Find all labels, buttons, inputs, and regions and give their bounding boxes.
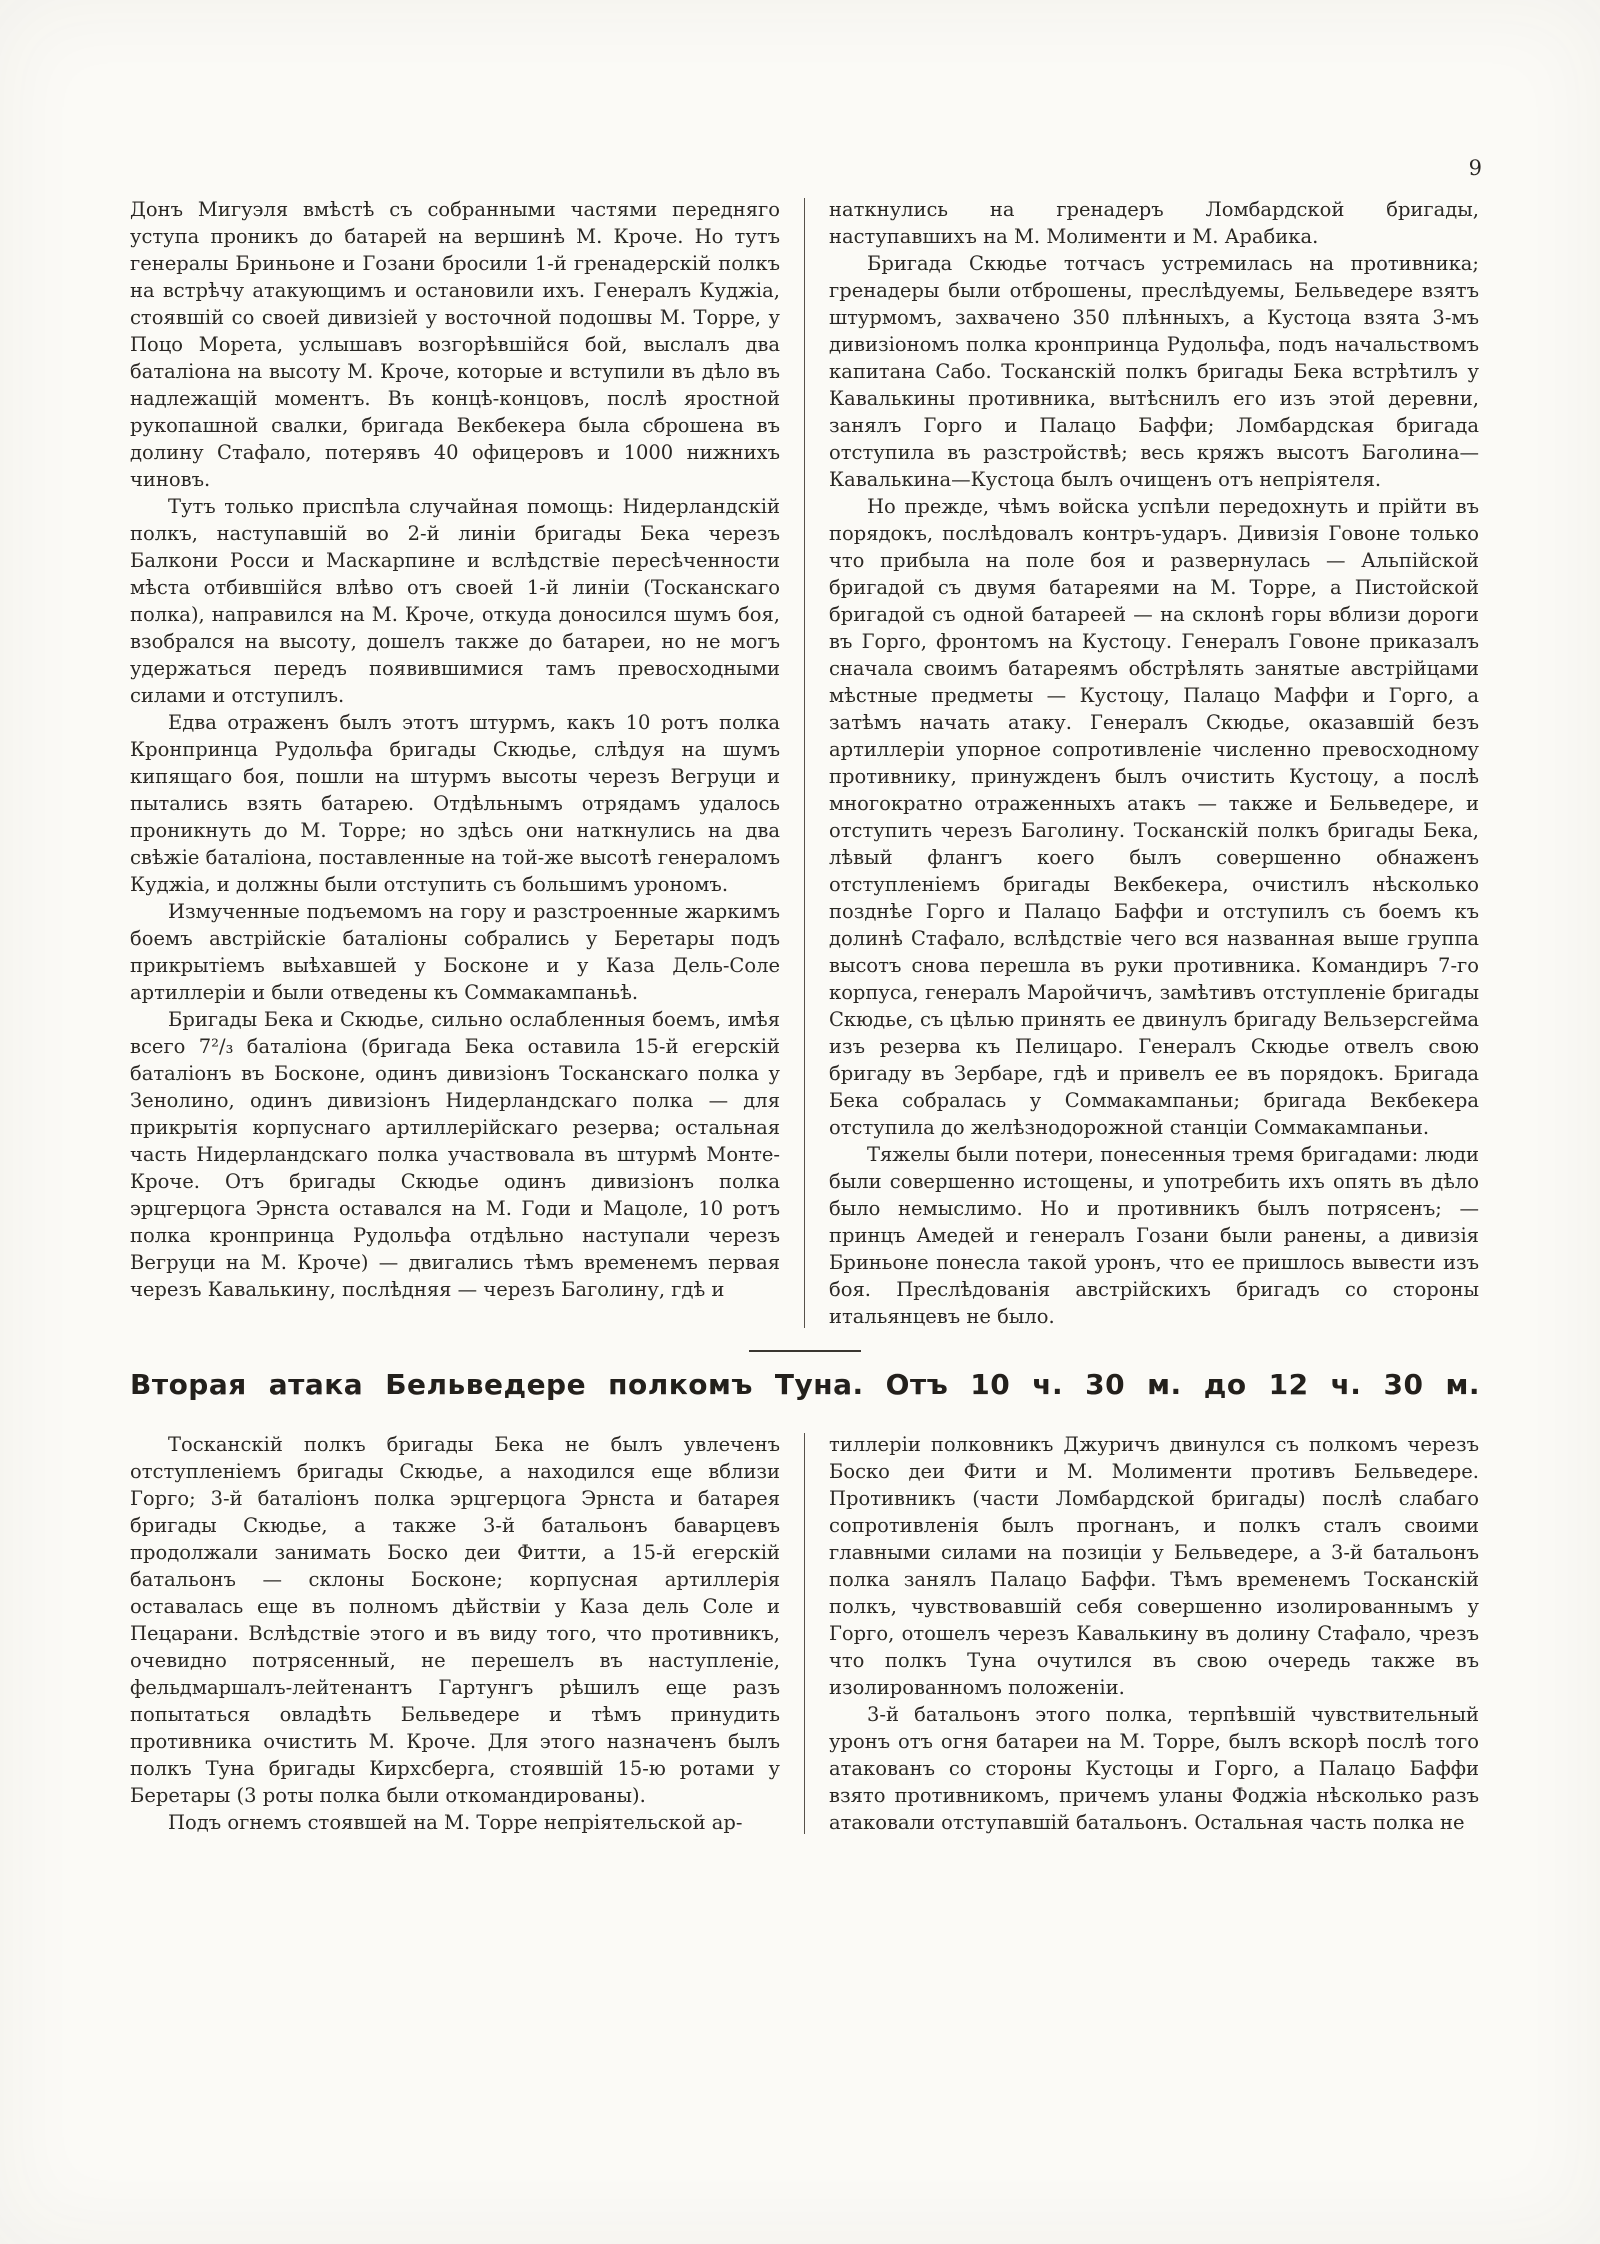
paragraph: Едва отраженъ былъ этотъ штурмъ, какъ 10 ротъ полка Кронпринца Рудольфа бригады Скюдье, слѣдуя на шумъ кипящаго боя, пошли на штурмъ высоты черезъ Вегруци и пытались взять батарею. Отдѣльнымъ отрядамъ удалось проникнуть до М. Торре; но здѣсь они наткнулись на два свѣжіе баталіона, поставленные на той-же высотѣ генераломъ Куджіа, и должны были отступить съ большимъ урономъ. [130, 711, 780, 896]
paragraph: Бригада Скюдье тотчасъ устремилась на противника; гренадеры были отброшены, преслѣдуемы, Бельведере взятъ штурмомъ, захвачено 350 плѣнныхъ, а Кустоца взята 3-мъ дивизіономъ полка кронпринца Рудольфа, подъ начальствомъ капитана Сабо. Тосканскій полкъ бригады Бека встрѣтилъ у Кавалькины противника, вытѣснилъ его изъ этой деревни, занялъ Горго и Палацо Баффи; Ломбардская бригада отступила въ разстройствѣ; весь кряжъ высотъ Баголина—Кавалькина—Кустоца былъ очищенъ отъ непріятеля. [829, 252, 1479, 491]
section-heading: Вторая атака Бельведере полкомъ Туна. Отъ 10 ч. 30 м. до 12 ч. 30 м. [130, 1368, 1480, 1401]
column-divider [804, 198, 805, 1328]
paragraph: наткнулись на гренадеръ Ломбардской бригады, наступавшихъ на М. Молименти и М. Арабика. [829, 198, 1479, 248]
left-column [130, 196, 780, 1330]
left-column [130, 1431, 780, 1836]
paragraph: Но прежде, чѣмъ войска успѣли передохнуть и прійти въ порядокъ, послѣдовалъ контръ-ударъ. Дивизія Говоне только что прибыла на поле боя и развернулась — Альпійской бригадой съ двумя батареями на М. Торре, а Пистойской бригадой съ одной батареей — на склонѣ горы вблизи дороги въ Горго, фронтомъ на Кустоцу. Генералъ Говоне приказалъ сначала своимъ батареямъ обстрѣлять занятые австрійцами мѣстные предметы — Кустоцу, Палацо Маффи и Горго, а затѣмъ начать атаку. Генералъ Скюдье, оказавшій безъ артиллеріи упорное сопротивленіе численно превосходному противнику, принужденъ былъ очистить Кустоцу, а послѣ многократно отраженныхъ атакъ — также и Бельведере, и отступить черезъ Баголину. Тосканскій полкъ бригады Бека, лѣвый флангъ коего былъ совершенно обнаженъ отступленіемъ бригады Векбекера, очистилъ нѣсколько позднѣе Горго и Палацо Баффи и отступилъ съ боемъ къ долинѣ Стафало, вслѣдствіе чего вся названная выше группа высотъ снова перешла въ руки противника. Командиръ 7-го корпуса, генералъ Маройчичъ, замѣтивъ отступленіе бригады Скюдье, съ цѣлью принять ее двинулъ бригаду Вельзерсгейма изъ резерва къ Пелицаро. Генералъ Скюдье отвелъ свою бригаду въ Зербаре, гдѣ и привелъ ее въ порядокъ. Бригада Бека собралась у Соммакампаньи; бригада Векбекера отступила до желѣзнодорожной станціи Соммакампаньи. [829, 495, 1479, 1139]
paragraph: Донъ Мигуэля вмѣстѣ съ собранными частями передняго уступа проникъ до батарей на вершинѣ М. Кроче. Но тутъ генералы Бриньоне и Гозани бросили 1-й гренадерскій полкъ на встрѣчу атакующимъ и остановили ихъ. Генералъ Куджіа, стоявшій со своей дивизіей у восточной подошвы М. Торре, у Поцо Морета, услышавъ возгорѣвшійся бой, выслалъ два баталіона на высоту М. Кроче, которые и вступили въ дѣло въ надлежащій моментъ. Въ концѣ-концовъ, послѣ яростной рукопашной свалки, бригада Векбекера была сброшена въ долину Стафало, потерявъ 40 офицеровъ и 1000 нижнихъ чиновъ. [130, 198, 780, 491]
section-second [130, 1431, 1480, 1836]
right-column [829, 1431, 1479, 1836]
paragraph: Тосканскій полкъ бригады Бека не былъ увлеченъ отступленіемъ бригады Скюдье, а находился еще вблизи Горго; 3-й баталіонъ полка эрцгерцога Эрнста и батарея бригады Скюдье, а также 3-й батальонъ баварцевъ продолжали занимать Боско деи Фитти, а 15-й егерскій батальонъ — склоны Босконе; корпусная артиллерія оставалась еще въ полномъ дѣйствіи у Каза дель Соле и Пецарани. Вслѣдствіе этого и въ виду того, что противникъ, очевидно потрясенный, не перешелъ въ наступленіе, фельдмаршалъ-лейтенантъ Гартунгъ рѣшилъ еще разъ попытаться овладѣть Бельведере и тѣмъ принудить противника очистить М. Кроче. Для этого назначенъ былъ полкъ Туна бригады Кирхсберга, стоявшій 15-ю ротами у Беретары (3 роты полка были откомандированы). [130, 1433, 780, 1807]
paragraph: Бригады Бека и Скюдье, сильно ослабленныя боемъ, имѣя всего 7²/₃ баталіона (бригада Бека оставила 15-й егерскій баталіонъ въ Босконе, одинъ дивизіонъ Тосканскаго полка у Зенолино, одинъ дивизіонъ Нидерландскаго полка — для прикрытія корпуснаго артиллерійскаго резерва; остальная часть Нидерландскаго полка участвовала въ штурмѣ Монте-Кроче. Отъ бригады Скюдье одинъ дивизіонъ полка эрцгерцога Эрнста оставался на М. Годи и Мацоле, 10 ротъ полка кронпринца Рудольфа отдѣльно наступали черезъ Вегруци на М. Кроче) — двигались тѣмъ временемъ первая черезъ Кавалькину, послѣдняя — черезъ Баголину, гдѣ и [130, 1008, 780, 1301]
paragraph: Тутъ только приспѣла случайная помощь: Нидерландскій полкъ, наступавшій во 2-й линіи бригады Бека черезъ Балкони Росси и Маскарпине и вслѣдствіе пересѣченности мѣста отбившійся влѣво отъ своей 1-й линіи (Тосканскаго полка), направился на М. Кроче, откуда доносился шумъ боя, взобрался на высоту, дошелъ также до батареи, но не могъ удержаться передъ появившимися тамъ превосходными силами и отступилъ. [130, 495, 780, 707]
paragraph: Тяжелы были потери, понесенныя тремя бригадами: люди были совершенно истощены, и употребить ихъ опять въ дѣло было немыслимо. Но и противникъ былъ потрясенъ; — принцъ Амедей и генералъ Гозани были ранены, а дивизія Бриньоне понесла такой уронъ, что ее пришлось вывести изъ боя. Преслѣдованія австрійскихъ бригадъ со стороны итальянцевъ не было. [829, 1143, 1479, 1328]
paragraph: 3-й батальонъ этого полка, терпѣвшій чувствительный уронъ отъ огня батареи на М. Торре, былъ вскорѣ послѣ того атакованъ со стороны Кустоцы и Горго, а Палацо Баффи взято противникомъ, причемъ уланы Фоджіа нѣсколько разъ атаковали отступавшій батальонъ. Остальная часть полка не [829, 1703, 1479, 1834]
paragraph: тиллеріи полковникъ Джуричъ двинулся съ полкомъ черезъ Боско деи Фити и М. Молименти противъ Бельведере. Противникъ (части Ломбардской бригады) послѣ слабаго сопротивленія былъ прогнанъ, и полкъ сталъ своими главными силами на позиціи у Бельведере, а 3-й батальонъ полка занялъ Палацо Баффи. Тѣмъ временемъ Тосканскій полкъ, чувствовавшій себя совершенно изолированнымъ у Горго, отошелъ черезъ Кавалькину въ долину Стафало, чрезъ что полкъ Туна очутился въ свою очередь также въ изолированномъ положеніи. [829, 1433, 1479, 1699]
paragraph: Подъ огнемъ стоявшей на М. Торре непріятельской ар- [168, 1811, 743, 1834]
column-divider [804, 1433, 805, 1834]
page-number: 9 [1468, 156, 1482, 180]
right-column [829, 196, 1479, 1330]
section-separator [749, 1350, 861, 1352]
section-first [130, 196, 1480, 1330]
paragraph: Измученные подъемомъ на гору и разстроенные жаркимъ боемъ австрійскіе баталіоны собрались у Беретары подъ прикрытіемъ выѣхавшей у Босконе и у Каза Дель-Соле артиллеріи и были отведены къ Соммакампаньѣ. [130, 900, 780, 1004]
